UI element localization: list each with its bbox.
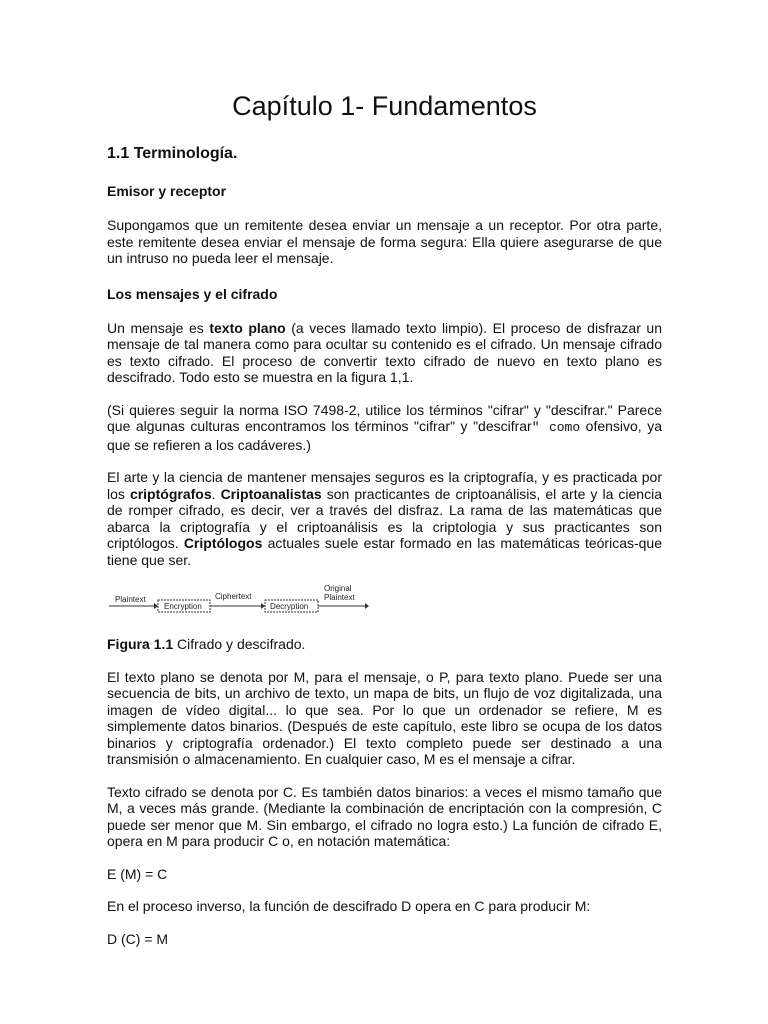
figure-caption [107,636,662,653]
paragraph-iso [107,402,662,454]
label-encryption: Encryption [164,602,202,611]
encryption-diagram [107,582,407,618]
text-run: ofensivo, ya que se refieren a los cadáveres.) [107,418,662,453]
text-run: actuales suele estar formado en las matemáticas teóricas-que tiene que ser. [107,535,662,568]
paragraph-proceso-inverso: En el proceso inverso, la función de descifrado D opera en C para producir M: [107,898,591,914]
arrowhead-icon [261,603,265,609]
bold-term-criptoanalistas: Criptoanalistas [220,485,322,502]
equation-decrypt: D (C) = M [107,930,169,947]
paragraph-texto-cifrado: Texto cifrado se denota por C. Es también datos binarios: a veces el mismo tamaño que M, a veces más grande. (Mediante la combinación de encriptación con la compresión, C puede ser menor que M. Sin embargo, el cifrado no logra esto.) La función de cifrado E, opera en M para producir C o, en notación matemática: [107,783,662,849]
subheading-emisor-receptor: Emisor y receptor [107,183,227,199]
paragraph-emisor: Supongamos que un remitente desea enviar un mensaje a un receptor. Por otra parte, este remitente desea enviar el mensaje de forma segura: Ella quiere asegurarse de que un intruso no pueda leer el mensaje. [107,217,662,266]
equation-encrypt: E (M) = C [107,865,168,882]
mono-text-run: " como [531,420,581,435]
section-title: 1.1 Terminología. [107,145,238,162]
label-ciphertext: Ciphertext [215,592,252,601]
bold-term-criptologos: Criptólogos [183,535,263,551]
text-run: . [211,485,221,502]
paragraph-mensaje [107,320,662,386]
bold-term-criptografos: criptógrafos [129,485,212,502]
paragraph-texto-plano: El texto plano se denota por M, para el mensaje, o P, para texto plano. Puede ser una secuencia de bits, un archivo de texto, un mapa de bits, un flujo de voz digitalizada, una imagen de vídeo digital... lo que sea. Por lo que un ordenador se refiere, M es simplemente datos binarios. (Después de este capítulo, este libro se ocupa de los datos binarios y criptografía ordenador.) El texto completo puede ser destinado a una transmisión o almacenamiento. En cualquier caso, M es el mensaje a cifrar. [107,668,662,767]
text-run: son practicantes de criptoanálisis, el arte y la ciencia de romper cifrado, es decir, ver a través del disfraz. La rama de las matemáticas que abarca la criptografía y el criptoanálisis es la criptologia y sus practicantes son criptólogos. [107,485,662,551]
chapter-title: Capítulo 1- Fundamentos [232,91,537,121]
subheading-mensajes-cifrado: Los mensajes y el cifrado [107,285,278,302]
text-run: Un mensaje es [107,319,210,336]
text-run: (a veces llamado texto limpio). El proceso de disfrazar un mensaje de tal manera como para ocultar su contenido es el cifrado. Un mensaje cifrado es texto cifrado. El proceso de convertir texto cifrado de nuevo en texto plano es descifrado. Todo esto se muestra en la figura 1,1. [107,319,663,385]
label-original-1: Original [324,584,352,593]
caption-text: Cifrado y descifrado. [173,636,306,652]
text-run: (Si quieres seguir la norma ISO 7498-2, utilice los términos "cifrar" y "descifrar." Parece que algunas culturas encontramos los términos "cifrar" y "descifrar [107,401,662,434]
arrowhead-icon [365,603,369,609]
text-run: El arte y la ciencia de mantener mensajes seguros es la criptografía, y es practicada por los [107,469,662,502]
label-plaintext: Plaintext [115,595,146,604]
label-original-2: Plaintext [324,593,355,602]
caption-label: Figura 1.1 [107,636,174,652]
bold-term-texto-plano: texto plano [209,319,286,336]
figure-encryption-diagram [107,582,662,618]
arrowhead-icon [154,603,158,609]
label-decryption: Decryption [270,602,309,611]
paragraph-criptografia [107,469,662,568]
